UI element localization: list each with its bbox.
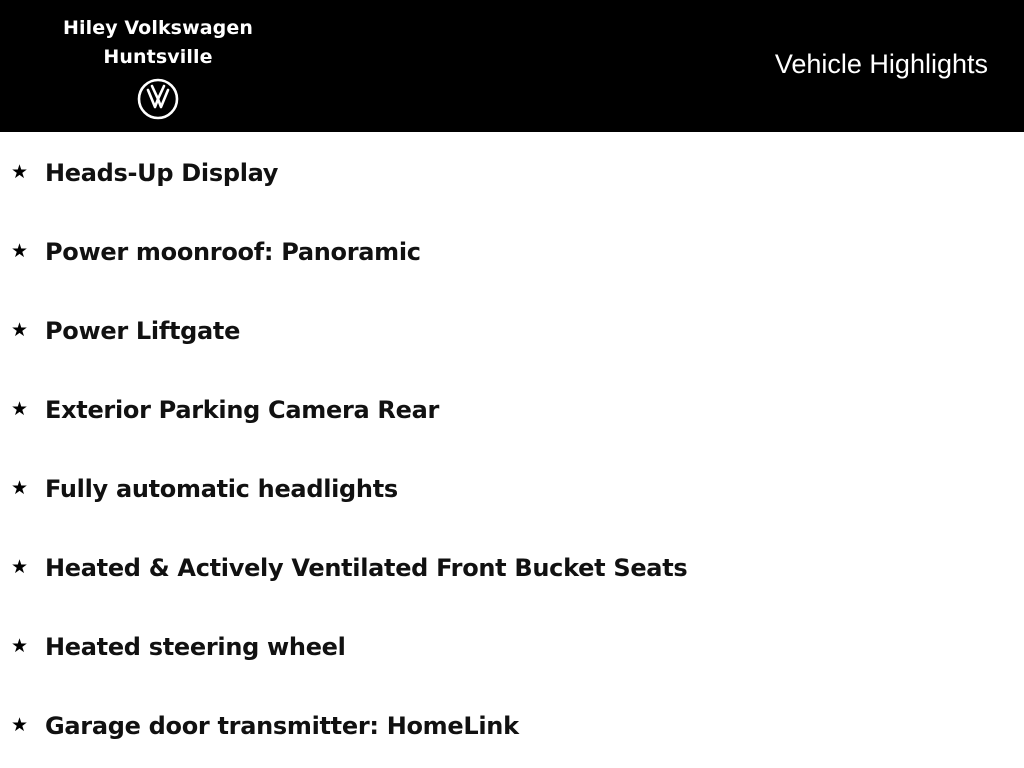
highlight-label: Garage door transmitter: HomeLink (45, 712, 519, 740)
star-icon: ★ (11, 319, 29, 341)
list-item (0, 132, 1024, 211)
highlight-label: Heated steering wheel (45, 633, 346, 661)
highlight-label: Heated & Actively Ventilated Front Bucket Seats (45, 554, 688, 582)
list-item (0, 211, 1024, 290)
dealer-logo (48, 14, 268, 120)
dealer-name-line2: Huntsville (103, 46, 213, 68)
list-item (0, 527, 1024, 606)
page-header (0, 0, 1024, 132)
highlight-label: Exterior Parking Camera Rear (45, 396, 440, 424)
highlight-label: Heads-Up Display (45, 159, 279, 187)
highlight-label: Power Liftgate (45, 317, 241, 345)
highlight-label: Fully automatic headlights (45, 475, 398, 503)
star-icon: ★ (11, 398, 29, 420)
vehicle-highlights-list (0, 132, 1024, 764)
star-icon: ★ (11, 477, 29, 499)
star-icon: ★ (11, 161, 29, 183)
star-icon: ★ (11, 635, 29, 657)
list-item (0, 290, 1024, 369)
list-item (0, 448, 1024, 527)
list-item (0, 685, 1024, 764)
volkswagen-logo-icon (137, 78, 179, 120)
star-icon: ★ (11, 714, 29, 736)
highlight-label: Power moonroof: Panoramic (45, 238, 421, 266)
list-item (0, 369, 1024, 448)
star-icon: ★ (11, 240, 29, 262)
dealer-name-line1: Hiley Volkswagen (63, 17, 253, 39)
page-title: Vehicle Highlights (774, 49, 988, 79)
list-item (0, 606, 1024, 685)
star-icon: ★ (11, 556, 29, 578)
